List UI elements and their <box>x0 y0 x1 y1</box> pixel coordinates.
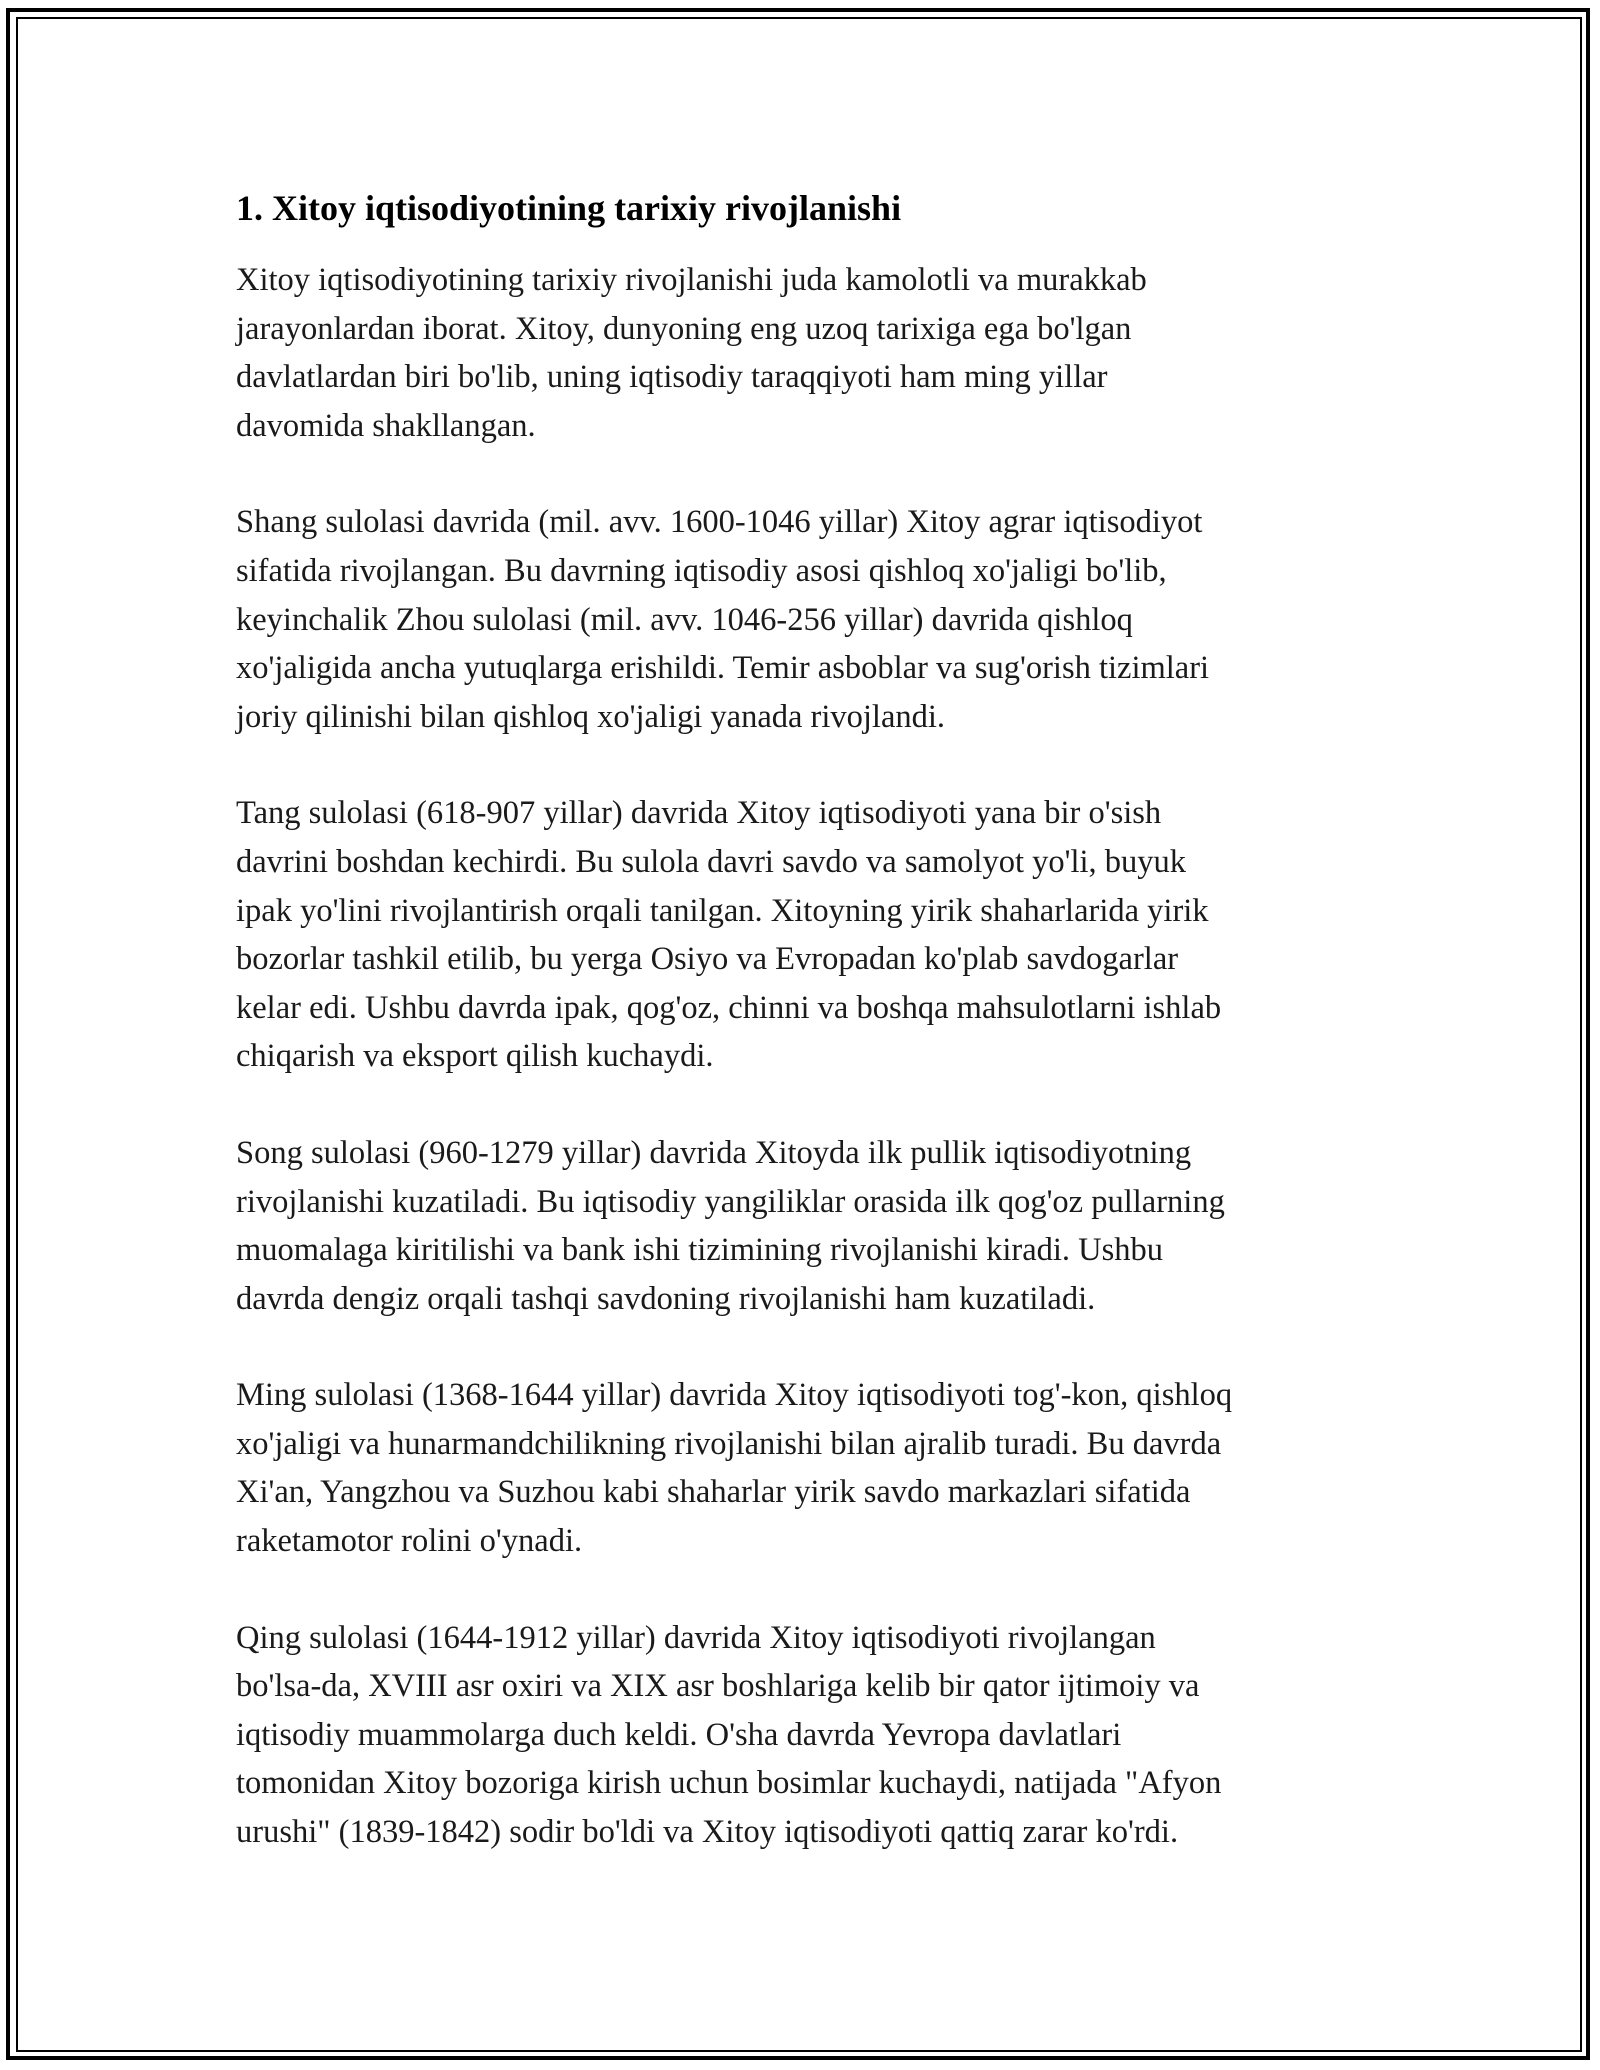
paragraph-line: Shang sulolasi davrida (mil. avv. 1600-1046 yillar) Xitoy agrar iqtisodiyot <box>236 504 1203 541</box>
paragraph-line: Xi'an, Yangzhou va Suzhou kabi shaharlar yirik savdo markazlari sifatida <box>236 1474 1191 1511</box>
paragraph-line: davrda dengiz orqali tashqi savdoning rivojlanishi ham kuzatiladi. <box>236 1280 1096 1317</box>
paragraph-line: ipak yo'lini rivojlantirish orqali tanilgan. Xitoyning yirik shaharlarida yirik <box>236 892 1209 929</box>
paragraph-line: joriy qilinishi bilan qishloq xo'jaligi yanada rivojlandi. <box>236 698 946 735</box>
paragraph-line: davlatlardan biri bo'lib, uning iqtisodiy taraqqiyoti ham ming yillar <box>236 359 1108 396</box>
paragraph-line: raketamotor rolini o'ynadi. <box>236 1523 583 1560</box>
paragraph-line: rivojlanishi kuzatiladi. Bu iqtisodiy yangiliklar orasida ilk qog'oz pullarning <box>236 1183 1225 1220</box>
paragraph-qing <box>236 1614 1376 1857</box>
paragraph-line: davomida shakllangan. <box>236 407 536 444</box>
paragraph-line: Xitoy iqtisodiyotining tarixiy rivojlanishi juda kamolotli va murakkab <box>236 262 1147 298</box>
paragraph-intro <box>236 256 1376 450</box>
paragraph-line: iqtisodiy muammolarga duch keldi. O'sha davrda Yevropa davlatlari <box>236 1716 1122 1753</box>
document-body <box>236 186 1376 1905</box>
paragraph-tang <box>236 789 1376 1081</box>
paragraph-line: bozorlar tashkil etilib, bu yerga Osiyo va Evropadan ko'plab savdogarlar <box>236 941 1179 978</box>
paragraph-line: Tang sulolasi (618-907 yillar) davrida Xitoy iqtisodiyoti yana bir o'sish <box>236 795 1162 832</box>
paragraph-line: xo'jaligi va hunarmandchilikning rivojlanishi bilan ajralib turadi. Bu davrda <box>236 1425 1222 1462</box>
paragraph-line: keyinchalik Zhou sulolasi (mil. avv. 1046-256 yillar) davrida qishloq <box>236 601 1133 638</box>
paragraph-ming <box>236 1371 1376 1565</box>
paragraph-line: urushi" (1839-1842) sodir bo'ldi va Xitoy iqtisodiyoti qattiq zarar ko'rdi. <box>236 1814 1179 1851</box>
paragraph-line: jarayonlardan iborat. Xitoy, dunyoning eng uzoq tarixiga ega bo'lgan <box>236 310 1132 347</box>
paragraph-shang <box>236 498 1376 741</box>
paragraph-line: Ming sulolasi (1368-1644 yillar) davrida Xitoy iqtisodiyoti tog'-kon, qishloq <box>236 1377 1233 1414</box>
paragraph-line: muomalaga kiritilishi va bank ishi tizimining rivojlanishi kiradi. Ushbu <box>236 1232 1164 1269</box>
section-heading: 1. Xitoy iqtisodiyotining tarixiy rivojlanishi <box>236 188 902 228</box>
paragraph-line: Qing sulolasi (1644-1912 yillar) davrida Xitoy iqtisodiyoti rivojlangan <box>236 1619 1156 1656</box>
paragraph-song <box>236 1129 1376 1323</box>
paragraph-line: davrini boshdan kechirdi. Bu sulola davri savdo va samolyot yo'li, buyuk <box>236 843 1187 880</box>
paragraph-line: sifatida rivojlangan. Bu davrning iqtisodiy asosi qishloq xo'jaligi bo'lib, <box>236 552 1167 589</box>
paragraph-line: kelar edi. Ushbu davrda ipak, qog'oz, chinni va boshqa mahsulotlarni ishlab <box>236 989 1222 1026</box>
paragraph-line: tomonidan Xitoy bozoriga kirish uchun bosimlar kuchaydi, natijada "Afyon <box>236 1765 1222 1802</box>
paragraph-line: xo'jaligida ancha yutuqlarga erishildi. Temir asboblar va sug'orish tizimlari <box>236 650 1210 687</box>
paragraph-line: Song sulolasi (960-1279 yillar) davrida Xitoyda ilk pullik iqtisodiyotning <box>236 1134 1192 1171</box>
paragraph-line: chiqarish va eksport qilish kuchaydi. <box>236 1038 714 1075</box>
paragraph-line: bo'lsa-da, XVIII asr oxiri va XIX asr boshlariga kelib bir qator ijtimoiy va <box>236 1668 1200 1705</box>
